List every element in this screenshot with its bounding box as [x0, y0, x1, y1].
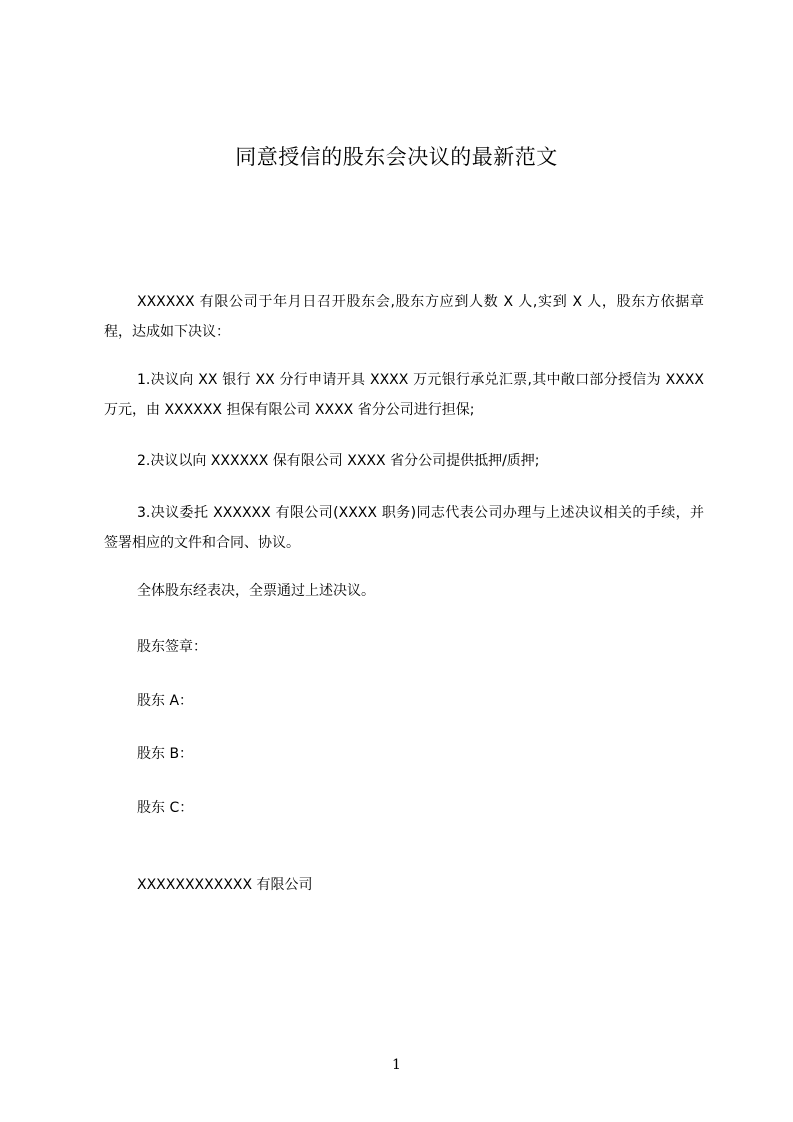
shareholder-c-line: 股东 C：	[137, 800, 194, 816]
resolution-item-1: 1.决议向 XX 银行 XX 分行申请开具 XXXX 万元银行承兑汇票,其中敞口部分授信为 XXXX 万元，由 XXXXXX 担保有限公司 XXXX 省分公司进行担保;	[104, 372, 704, 418]
shareholder-b-line: 股东 B：	[137, 746, 194, 762]
resolution-item-2: 2.决议以向 XXXXXX 保有限公司 XXXX 省分公司提供抵押/质押;	[137, 453, 540, 469]
company-name: XXXXXXXXXXXX 有限公司	[137, 877, 313, 893]
intro-paragraph: XXXXXX 有限公司于年月日召开股东会,股东方应到人数 X 人,实到 X 人，股东方依据章程，达成如下决议：	[104, 294, 704, 340]
signature-heading: 股东签章：	[137, 639, 207, 655]
page-number: 1	[392, 1057, 401, 1073]
document-title: 同意授信的股东会决议的最新范文	[235, 145, 558, 169]
conclusion-text: 全体股东经表决，全票通过上述决议。	[137, 583, 375, 599]
resolution-item-3: 3.决议委托 XXXXXX 有限公司(XXXX 职务)同志代表公司办理与上述决议相关的手续，并签署相应的文件和合同、协议。	[104, 505, 704, 551]
shareholder-a-line: 股东 A：	[137, 693, 194, 709]
